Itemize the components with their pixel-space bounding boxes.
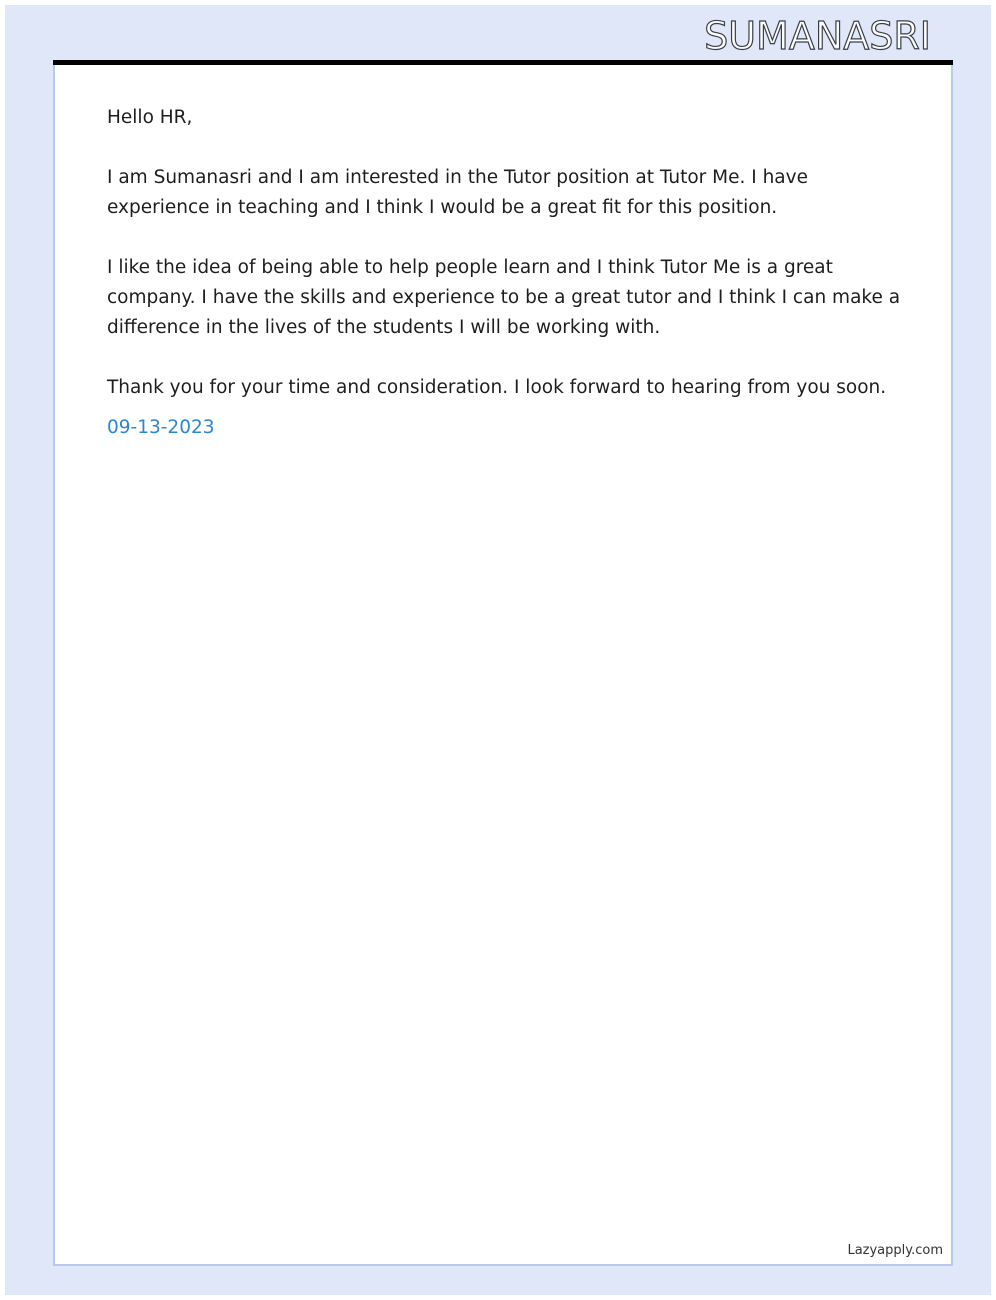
- letter-paragraph-1: I am Sumanasri and I am interested in the Tutor position at Tutor Me. I have experience in teaching and I think I would be a great fit for this position.: [107, 167, 808, 218]
- cover-letter-body: [107, 103, 907, 473]
- page-background: [5, 5, 991, 1295]
- letter-date: 09-13-2023: [107, 417, 215, 438]
- closing-paragraph: Thank you for your time and consideration. I look forward to hearing from you soon.: [107, 377, 887, 398]
- letter-sheet: [53, 65, 953, 1266]
- letter-paragraph-2: I like the idea of being able to help people learn and I think Tutor Me is a great company. I have the skills and experience to be a great tutor and I think I can make a difference in the lives of the students I will be working with.: [107, 257, 901, 338]
- greeting: Hello HR,: [107, 107, 193, 128]
- applicant-name-heading: SUMANASRI: [704, 14, 931, 58]
- footer-brand: Lazyapply.com: [847, 1243, 943, 1258]
